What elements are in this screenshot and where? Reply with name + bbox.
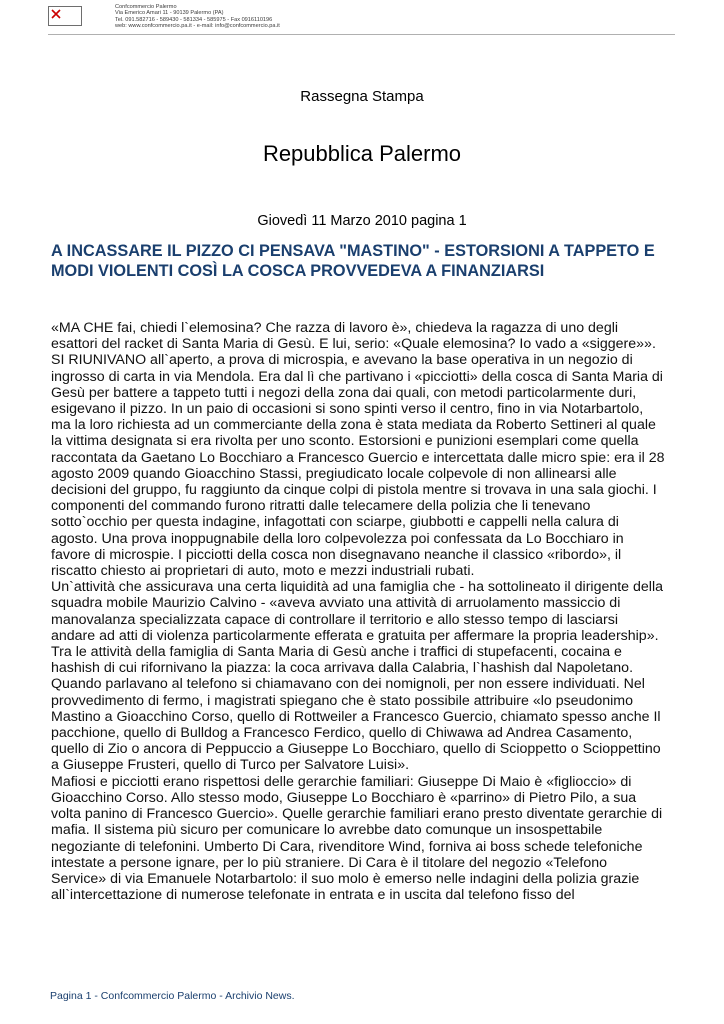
section-title: Rassegna Stampa	[300, 88, 424, 105]
article-paragraph: Un`attività che assicurava una certa liquidità ad una famiglia che - ha sottolineato il dirigente della squadra mobile Maurizio Calvino - «aveva avviato una attività di arruolamento massiccio di manovalanza specializzata capace di controllare il territorio e allo stesso tempo di lasciarsi andare ad atti di violenza particolarmente efferata e gratuita per affermare la propria leadership». Tra le attività della famiglia di Santa Maria di Gesù anche i traffici di stupefacenti, cocaina e hashish di cui rifornivano la piazza: la coca arrivava dalla Calabria, l`hashish dal Napoletano. Quando parlavano al telefono si chiamavano con dei nomignoli, per non essere individuati. Nel provvedimento di fermo, i magistrati spiegano che è stato possibile attribuire «lo pseudonimo Mastino a Gioacchino Corso, quello di Rottweiler a Francesco Guercio, chiamato spesso anche Il pacchione, quello di Bulldog a Francesco Ferdico, quello di Chiwawa ad Andrea Casamento, quello di Zio o ancora di Peppuccio a Giuseppe Lo Bocchiaro, quello di Scioppetto o Scioppettino a Giuseppe Frusteri, quello di Turco per Salvatore Luisi».	[51, 579, 663, 774]
org-address: Via Emerico Amari 11 - 90139 Palermo (PA)	[115, 10, 224, 17]
letterhead	[48, 4, 675, 35]
page-footer: Pagina 1 - Confcommercio Palermo - Archivio News.	[50, 990, 295, 1002]
article-paragraph: Mafiosi e picciotti erano rispettosi delle gerarchie familiari: Giuseppe Di Maio è «figlioccio» di Gioacchino Corso. Allo stesso modo, Giuseppe Lo Bocchiaro è «parrino» di Pietro Pilo, a sua volta panino di Francesco Guercio». Quelle gerarchie familiari erano presto diventate gerarchie di mafia. Il sistema più sicuro per comunicare lo avrebbe dato comunque un insospettabile negoziante di telefonini. Umberto Di Cara, rivenditore Wind, forniva ai boss schede telefoniche intestate a persone ignare, per lo più straniere. Di Cara è il titolare del negozio «Telefono Service» di via Emanuele Notarbartolo: il suo molo è emerso nelle indagini della polizia grazie all`intercettazione di numerose telefonate in entrata e in uscita dal telefono fisso del	[51, 773, 663, 904]
dateline: Giovedì 11 Marzo 2010 pagina 1	[257, 213, 467, 229]
org-name: Confcommercio Palermo	[115, 4, 177, 10]
org-web: web: www.confcommercio.pa.it - e-mail: info@confcommercio.pa.it	[115, 22, 280, 29]
article-body	[51, 320, 666, 903]
publication-title: Repubblica Palermo	[262, 141, 462, 166]
org-phones: Tel. 091.582716 - 589430 - 581334 - 585975 - Fax 0916110196	[115, 16, 273, 23]
broken-image-icon	[48, 6, 82, 26]
letterhead-contact	[115, 4, 280, 29]
article-paragraph: «MA CHE fai, chiedi l`elemosina? Che razza di lavoro è», chiedeva la ragazza di uno degli esattori del racket di Santa Maria di Gesù. E lui, serio: «Quale elemosina? Io vado a «siggere»». SI RIUNIVANO all`aperto, a prova di microspia, e avevano la base operativa in un negozio di ingrosso di carta in via Mendola. Era dal lì che partivano i «picciotti» della cosca di Santa Maria di Gesù per battere a tappeto tutti i negozi della zona dai quali, con metodi particolarmente duri, esigevano il pizzo. In un paio di occasioni si sono spinti verso il centro, fino in via Notarbartolo, ma la loro richiesta ad un commerciante della zona è stata mediata da Roberto Settineri al quale la vittima designata si era rivolta per uno sconto. Estorsioni e punizioni esemplari come quella raccontata da Gaetano Lo Bocchiaro a Francesco Guercio e intercettata dalle micro spie: era il 28 agosto 2009 quando Gioacchino Stassi, pregiudicato locale colpevole di non allinearsi alle decisioni del gruppo, fu raggiunto da cinque colpi di pistola mentre si trovava in una sala giochi. I componenti del commando furono ritratti dalle telecamere della polizia che li tenevano sotto`occhio per questa indagine, infagottati con sciarpe, giubbotti e cappelli nella calura di agosto. Una prova inoppugnabile della loro colpevolezza poi confessata da Lo Bocchiaro in favore di microspie. I picciotti della cosca non disegnavano neanche il classico «ribordo», il riscatto chiesto ai proprietari di auto, moto e mezzi industriali rubati.	[51, 320, 665, 580]
article-headline: A INCASSARE IL PIZZO CI PENSAVA "MASTINO" - ESTORSIONI A TAPPETO E MODI VIOLENTI COSÌ LA COSCA PROVVEDEVA A FINANZIARSI	[51, 242, 655, 280]
